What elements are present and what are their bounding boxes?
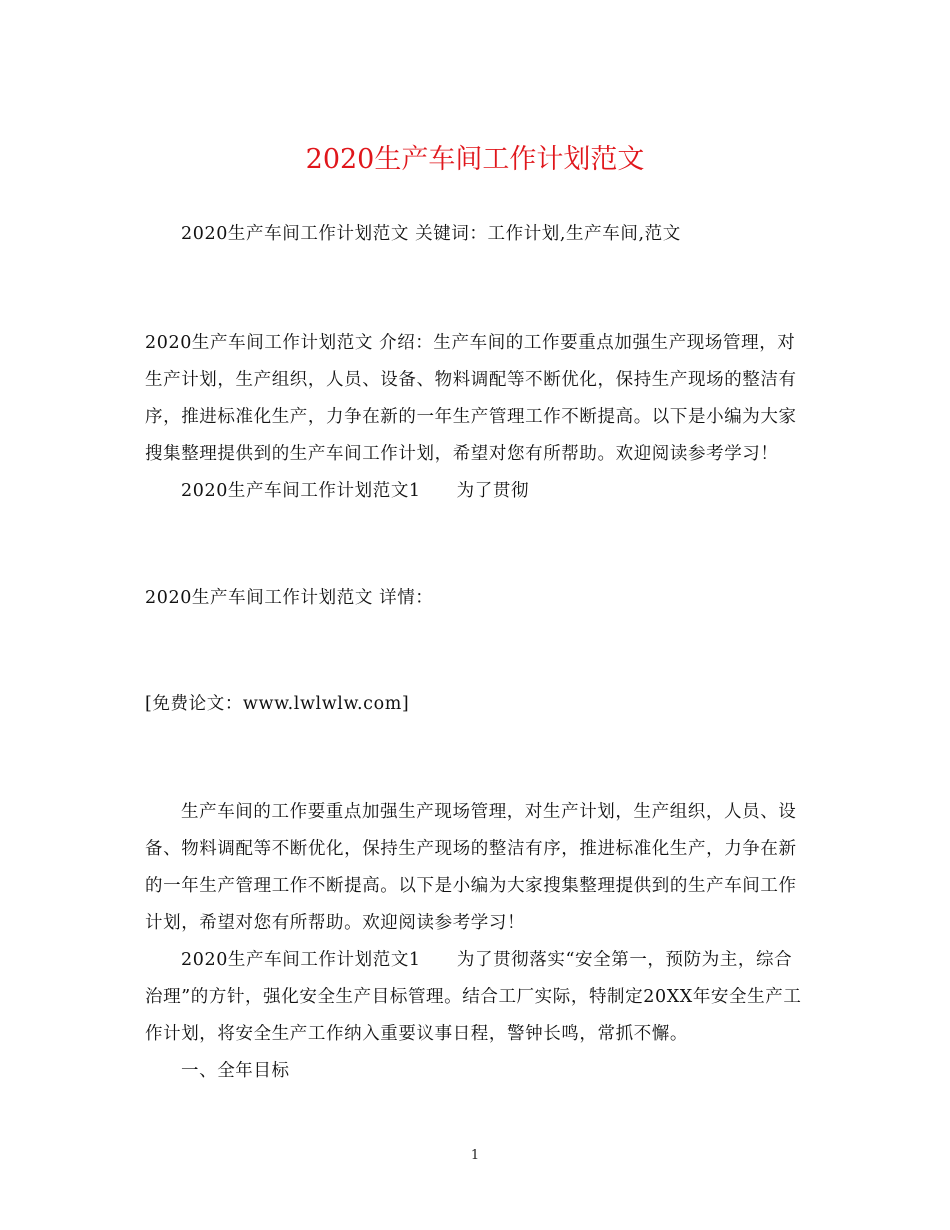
intro-tail-title: 2020生产车间工作计划范文1 [181,481,421,501]
details-label: 2020生产车间工作计划范文 详情： [145,588,434,608]
document-title: 2020生产车间工作计划范文 [305,144,645,175]
intro-text: 2020生产车间工作计划范文 介绍：生产车间的工作要重点加强生产现场管理，对生产计划，生产组织，人员、设备、物料调配等不断优化，保持生产现场的整洁有序，推进标准化生产，力争在新的一年生产管理工作不断提高。以下是小编为大家搜集整理提供到的生产车间工作计划，希望对您有所帮助。欢迎阅读参考学习！ [145,333,797,464]
body-paragraph: 生产车间的工作要重点加强生产现场管理，对生产计划，生产组织，人员、设备、物料调配等不断优化，保持生产现场的整洁有序，推进标准化生产，力争在新的一年生产管理工作不断提高。以下是小编为大家搜集整理提供到的生产车间工作计划，希望对您有所帮助。欢迎阅读参考学习！ [145,802,797,933]
intro-tail-text: 为了贯彻 [456,481,530,501]
keywords-line: 2020生产车间工作计划范文 关键词：工作计划,生产车间,范文 [181,224,681,244]
body-content [145,794,810,1090]
section-heading: 一、全年目标 [181,1061,290,1081]
body-paragraph: 2020生产车间工作计划范文1 为了贯彻落实“安全第一，预防为主，综合治理”的方针，强化安全生产目标管理。结合工厂实际，特制定20XX年安全生产工作计划，将安全生产工作纳入重要议事日程，警钟长鸣，常抓不懈。 [145,950,802,1044]
free-paper-link[interactable]: [免费论文：www.lwlwlw.com] [145,694,410,714]
page-number: 1 [470,1148,480,1163]
intro-paragraph [145,325,810,510]
